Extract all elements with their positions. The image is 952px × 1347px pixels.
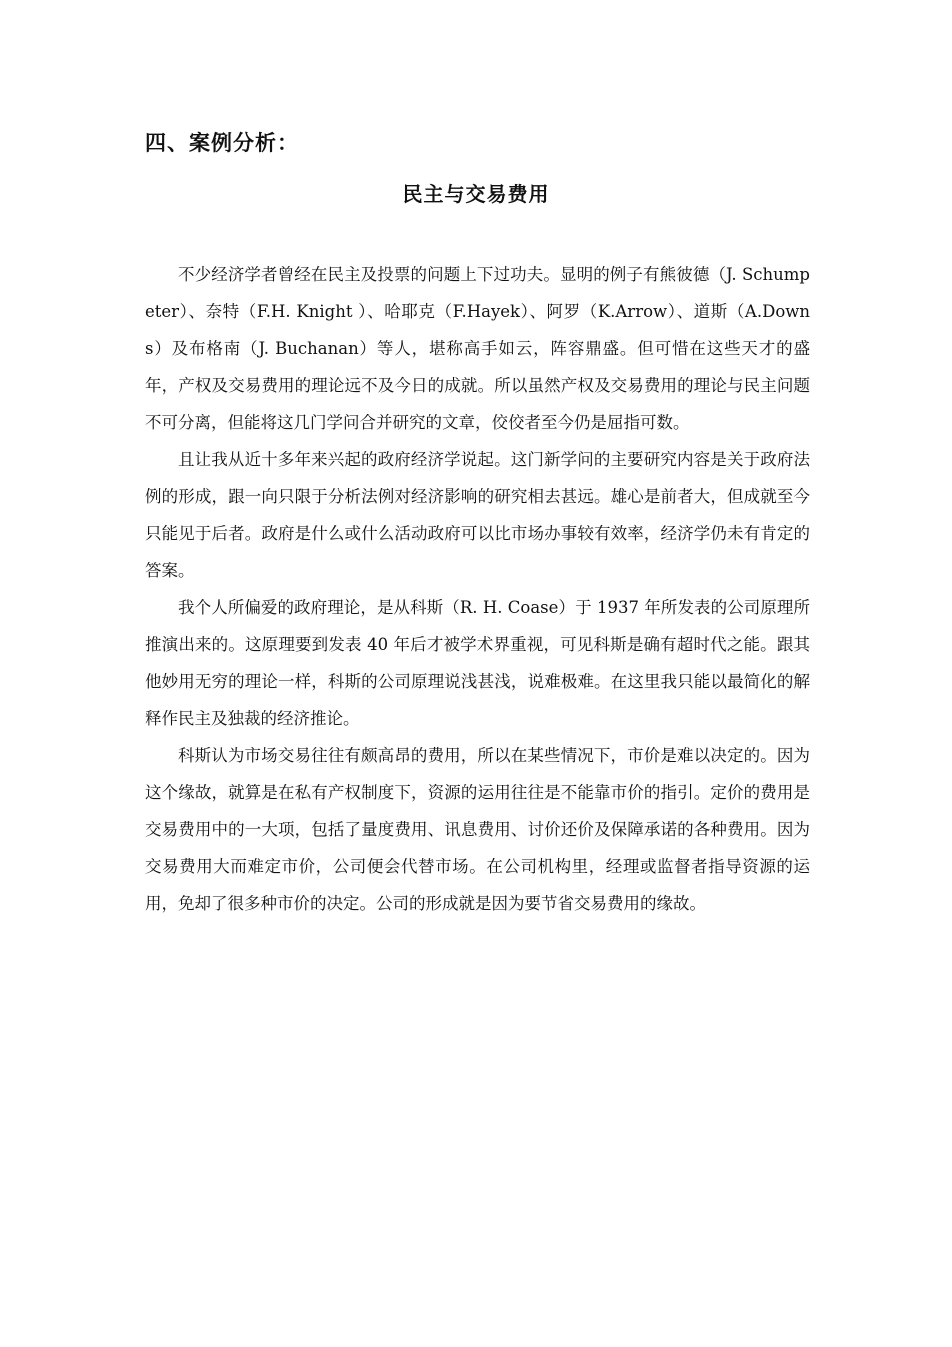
paragraph: 我个人所偏爱的政府理论，是从科斯（R. H. Coase）于 1937 年所发表的公司原理所推演出来的。这原理要到发表 40 年后才被学术界重视，可见科斯是确有超时代之能。跟其他妙用无穷的理论一样，科斯的公司原理说浅甚浅，说难极难。在这里我只能以最简化的解释作民主及独裁的经济推论。 xyxy=(145,598,810,728)
paragraph: 不少经济学者曾经在民主及投票的问题上下过功夫。显明的例子有熊彼德（J. Schumpeter）、奈特（F.H. Knight ）、哈耶克（F.Hayek）、阿罗（K.Arrow）、道斯（A.Downs）及布格南（J. Buchanan）等人，堪称高手如云，阵容鼎盛。但可惜在这些天才的盛年，产权及交易费用的理论远不及今日的成就。所以虽然产权及交易费用的理论与民主问题不可分离，但能将这几门学问合并研究的文章，佼佼者至今仍是屈指可数。 xyxy=(145,265,810,432)
paragraph: 科斯认为市场交易往往有颇高昂的费用，所以在某些情况下，市价是难以决定的。因为这个缘故，就算是在私有产权制度下，资源的运用往往是不能靠市价的指引。定价的费用是交易费用中的一大项，包括了量度费用、讯息费用、讨价还价及保障承诺的各种费用。因为交易费用大而难定市价，公司便会代替市场。在公司机构里，经理或监督者指导资源的运用，免却了很多种市价的决定。公司的形成就是因为要节省交易费用的缘故。 xyxy=(145,746,810,913)
article-body xyxy=(145,256,810,922)
article-title: 民主与交易费用 xyxy=(402,182,550,206)
paragraph: 且让我从近十多年来兴起的政府经济学说起。这门新学问的主要研究内容是关于政府法例的形成，跟一向只限于分析法例对经济影响的研究相去甚远。雄心是前者大，但成就至今只能见于后者。政府是什么或什么活动政府可以比市场办事较有效率，经济学仍未有肯定的答案。 xyxy=(145,450,810,580)
section-heading: 四、案例分析： xyxy=(145,131,299,155)
